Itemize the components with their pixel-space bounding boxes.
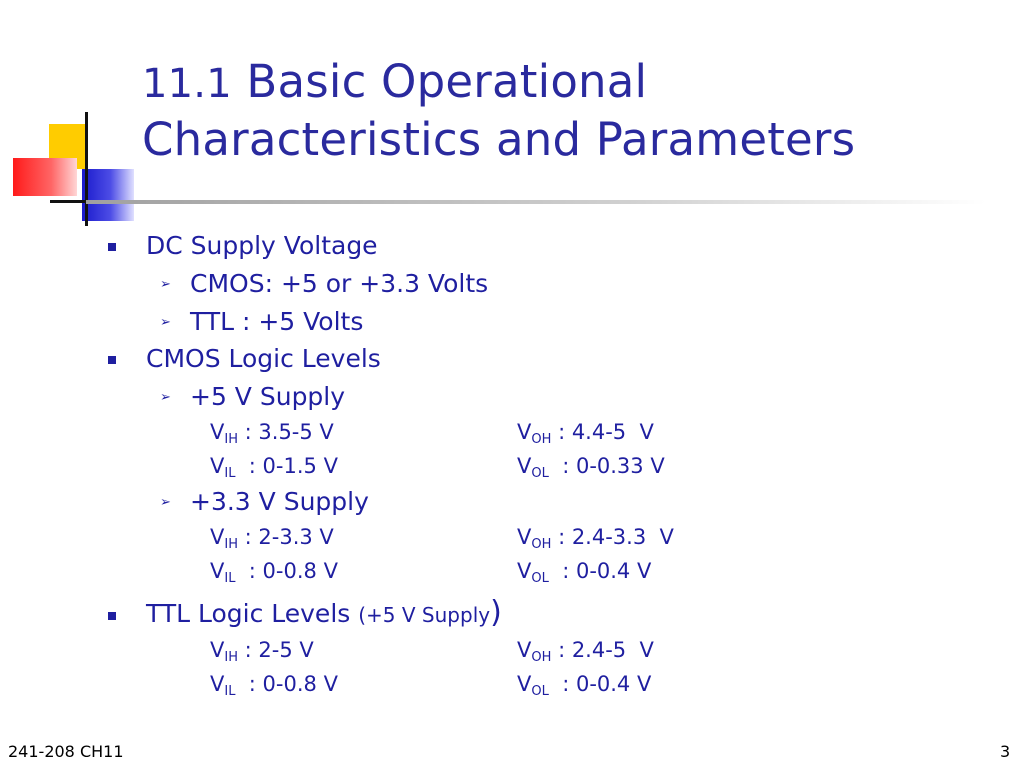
- sub-bullet-cmos-supply: CMOS: +5 or +3.3 Volts: [190, 269, 489, 298]
- logo-red-square: [13, 158, 77, 196]
- logo-blue-square: [82, 169, 134, 221]
- ttl-vih: $V_{IH}$ : 2-5 V: [210, 638, 314, 665]
- slide-title: [142, 54, 855, 168]
- cmos5-vih: $V_{IH}$ : 3.5-5 V: [210, 420, 334, 447]
- cmos33-vil: $V_{IL}$ : 0-0.8 V: [210, 559, 338, 586]
- cmos33-voh: $V_{OH}$ : 2.4-3.3 V: [517, 525, 674, 552]
- cmos33-vih: $V_{IH}$ : 2-3.3 V: [210, 525, 334, 552]
- sub-bullet-33v-supply: +3.3 V Supply: [190, 487, 369, 516]
- arrow-bullet-icon: ➢: [160, 277, 171, 292]
- title-divider: [86, 200, 986, 204]
- logo-vertical-line: [85, 112, 88, 226]
- title-line-1: [142, 54, 855, 112]
- cmos5-vol: $V_{OL}$ : 0-0.33 V: [517, 454, 665, 481]
- ttl-vol: $V_{OL}$ : 0-0.4 V: [517, 672, 652, 699]
- arrow-bullet-icon: ➢: [160, 390, 171, 405]
- bullet-ttl-levels: TTL Logic Levels (+5 V Supply): [146, 595, 502, 630]
- cmos5-vil: $V_{IL}$ : 0-1.5 V: [210, 454, 338, 481]
- arrow-bullet-icon: ➢: [160, 315, 171, 330]
- bullet-dc-supply: DC Supply Voltage: [146, 231, 378, 260]
- footer-course-code: 241-208 CH11: [8, 742, 124, 761]
- footer-slide-number: 3: [1000, 742, 1011, 761]
- sub-bullet-ttl-supply: TTL : +5 Volts: [190, 307, 364, 336]
- cmos5-voh: $V_{OH}$ : 4.4-5 V: [517, 420, 654, 447]
- bullet-cmos-levels: CMOS Logic Levels: [146, 344, 381, 373]
- cmos33-vol: $V_{OL}$ : 0-0.4 V: [517, 559, 652, 586]
- square-bullet-icon: [108, 243, 116, 251]
- ttl-vil: $V_{IL}$ : 0-0.8 V: [210, 672, 338, 699]
- square-bullet-icon: [108, 612, 116, 620]
- title-line-2: Characteristics and Parameters: [142, 113, 856, 166]
- ttl-voh: $V_{OH}$ : 2.4-5 V: [517, 638, 654, 665]
- arrow-bullet-icon: ➢: [160, 495, 171, 510]
- slide-logo-graphic: [0, 0, 140, 230]
- section-number: 11.1: [142, 61, 232, 107]
- title-text-1: Basic Operational: [246, 55, 648, 108]
- sub-bullet-5v-supply: +5 V Supply: [190, 382, 346, 411]
- square-bullet-icon: [108, 356, 116, 364]
